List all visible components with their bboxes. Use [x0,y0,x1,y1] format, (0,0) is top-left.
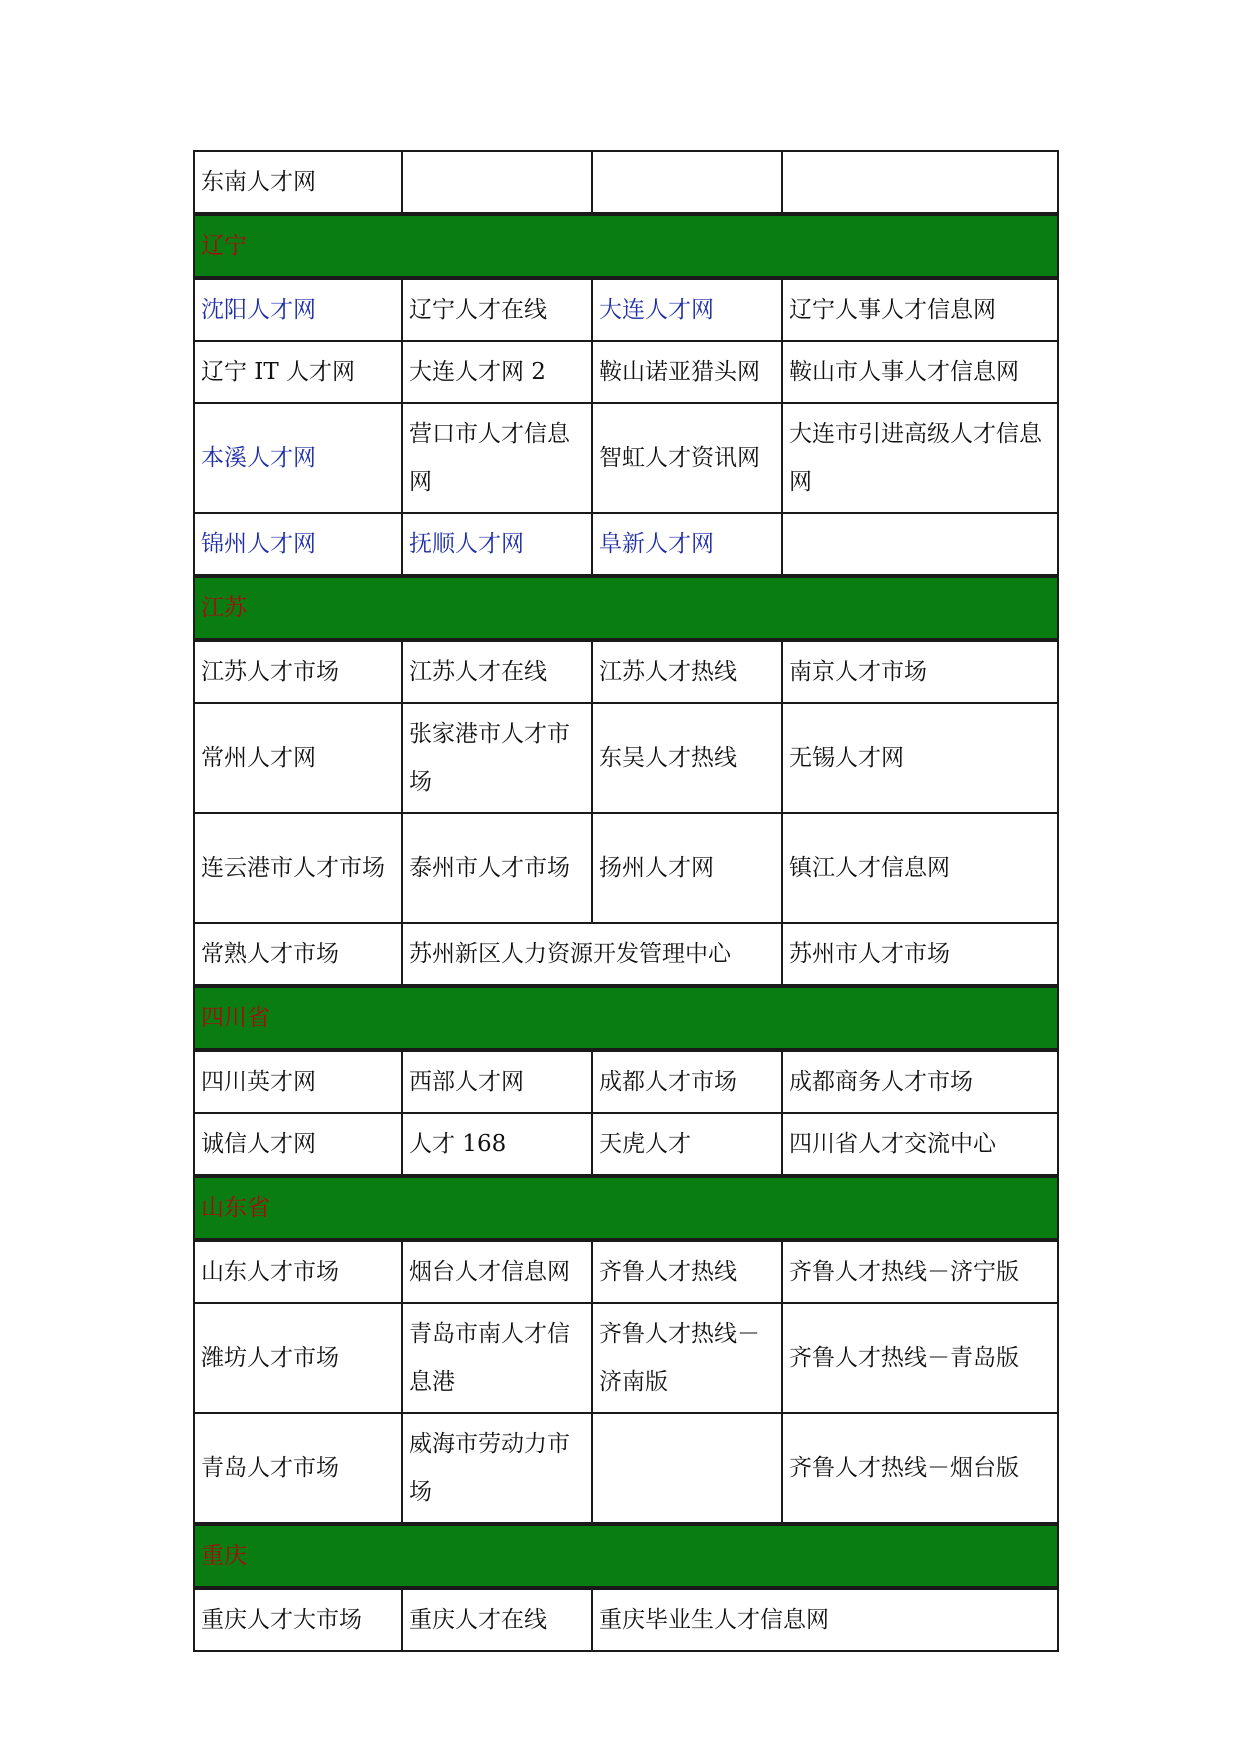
table-row [194,151,1058,214]
table-row [194,1588,1058,1651]
site-cell: 四川省人才交流中心 [782,1113,1058,1176]
site-cell: 江苏人才市场 [194,640,402,703]
site-cell: 常州人才网 [194,703,402,813]
site-cell: 齐鲁人才热线－济南版 [592,1303,782,1413]
site-cell: 鞍山市人事人才信息网 [782,341,1058,403]
site-cell: 东南人才网 [194,151,402,214]
site-cell: 鞍山诺亚猎头网 [592,341,782,403]
table-row [194,813,1058,923]
region-header: 重庆 [194,1524,1058,1588]
site-cell: 威海市劳动力市场 [402,1413,592,1524]
site-cell: 辽宁 IT 人才网 [194,341,402,403]
site-cell: 常熟人才市场 [194,923,402,986]
region-header: 江苏 [194,576,1058,640]
empty-cell [592,1413,782,1524]
site-cell: 成都人才市场 [592,1050,782,1113]
table-row [194,923,1058,986]
region-header-row [194,214,1058,278]
site-cell: 潍坊人才市场 [194,1303,402,1413]
region-header-row [194,986,1058,1050]
table-row [194,1303,1058,1413]
site-cell: 大连市引进高级人才信息网 [782,403,1058,513]
site-cell: 齐鲁人才热线－烟台版 [782,1413,1058,1524]
site-cell: 智虹人才资讯网 [592,403,782,513]
table-row [194,1413,1058,1524]
site-link[interactable]: 沈阳人才网 [194,278,402,341]
site-cell: 重庆人才大市场 [194,1588,402,1651]
site-cell: 齐鲁人才热线 [592,1240,782,1303]
site-cell: 营口市人才信息网 [402,403,592,513]
site-cell: 西部人才网 [402,1050,592,1113]
site-cell: 重庆毕业生人才信息网 [592,1588,1058,1651]
site-cell: 诚信人才网 [194,1113,402,1176]
site-cell: 江苏人才在线 [402,640,592,703]
table-row [194,1050,1058,1113]
region-header: 四川省 [194,986,1058,1050]
table-row [194,1240,1058,1303]
talent-sites-table [193,150,1059,1652]
site-cell: 四川英才网 [194,1050,402,1113]
site-cell: 齐鲁人才热线－青岛版 [782,1303,1058,1413]
table-body [194,151,1058,1651]
site-cell: 齐鲁人才热线－济宁版 [782,1240,1058,1303]
site-link[interactable]: 大连人才网 [592,278,782,341]
site-cell: 青岛人才市场 [194,1413,402,1524]
site-cell: 成都商务人才市场 [782,1050,1058,1113]
region-header-row [194,1524,1058,1588]
site-cell: 辽宁人事人才信息网 [782,278,1058,341]
empty-cell [402,151,592,214]
site-cell: 无锡人才网 [782,703,1058,813]
site-cell: 南京人才市场 [782,640,1058,703]
region-header-row [194,1176,1058,1240]
site-link[interactable]: 阜新人才网 [592,513,782,576]
site-cell: 人才 168 [402,1113,592,1176]
site-cell: 连云港市人才市场 [194,813,402,923]
site-cell: 苏州市人才市场 [782,923,1058,986]
site-cell: 苏州新区人力资源开发管理中心 [402,923,782,986]
site-cell: 江苏人才热线 [592,640,782,703]
site-cell: 重庆人才在线 [402,1588,592,1651]
site-link[interactable]: 本溪人才网 [194,403,402,513]
site-cell: 青岛市南人才信息港 [402,1303,592,1413]
site-cell: 天虎人才 [592,1113,782,1176]
site-cell: 镇江人才信息网 [782,813,1058,923]
empty-cell [592,151,782,214]
site-cell: 扬州人才网 [592,813,782,923]
table-row [194,640,1058,703]
table-row [194,278,1058,341]
site-cell: 泰州市人才市场 [402,813,592,923]
table-row [194,403,1058,513]
table-row [194,703,1058,813]
region-header-row [194,576,1058,640]
site-cell: 辽宁人才在线 [402,278,592,341]
site-cell: 大连人才网 2 [402,341,592,403]
site-link[interactable]: 抚顺人才网 [402,513,592,576]
site-cell: 烟台人才信息网 [402,1240,592,1303]
site-cell: 张家港市人才市场 [402,703,592,813]
region-header: 山东省 [194,1176,1058,1240]
table-row [194,513,1058,576]
table-row [194,1113,1058,1176]
empty-cell [782,513,1058,576]
region-header: 辽宁 [194,214,1058,278]
site-cell: 东吴人才热线 [592,703,782,813]
empty-cell [782,151,1058,214]
site-link[interactable]: 锦州人才网 [194,513,402,576]
site-cell: 山东人才市场 [194,1240,402,1303]
table-row [194,341,1058,403]
